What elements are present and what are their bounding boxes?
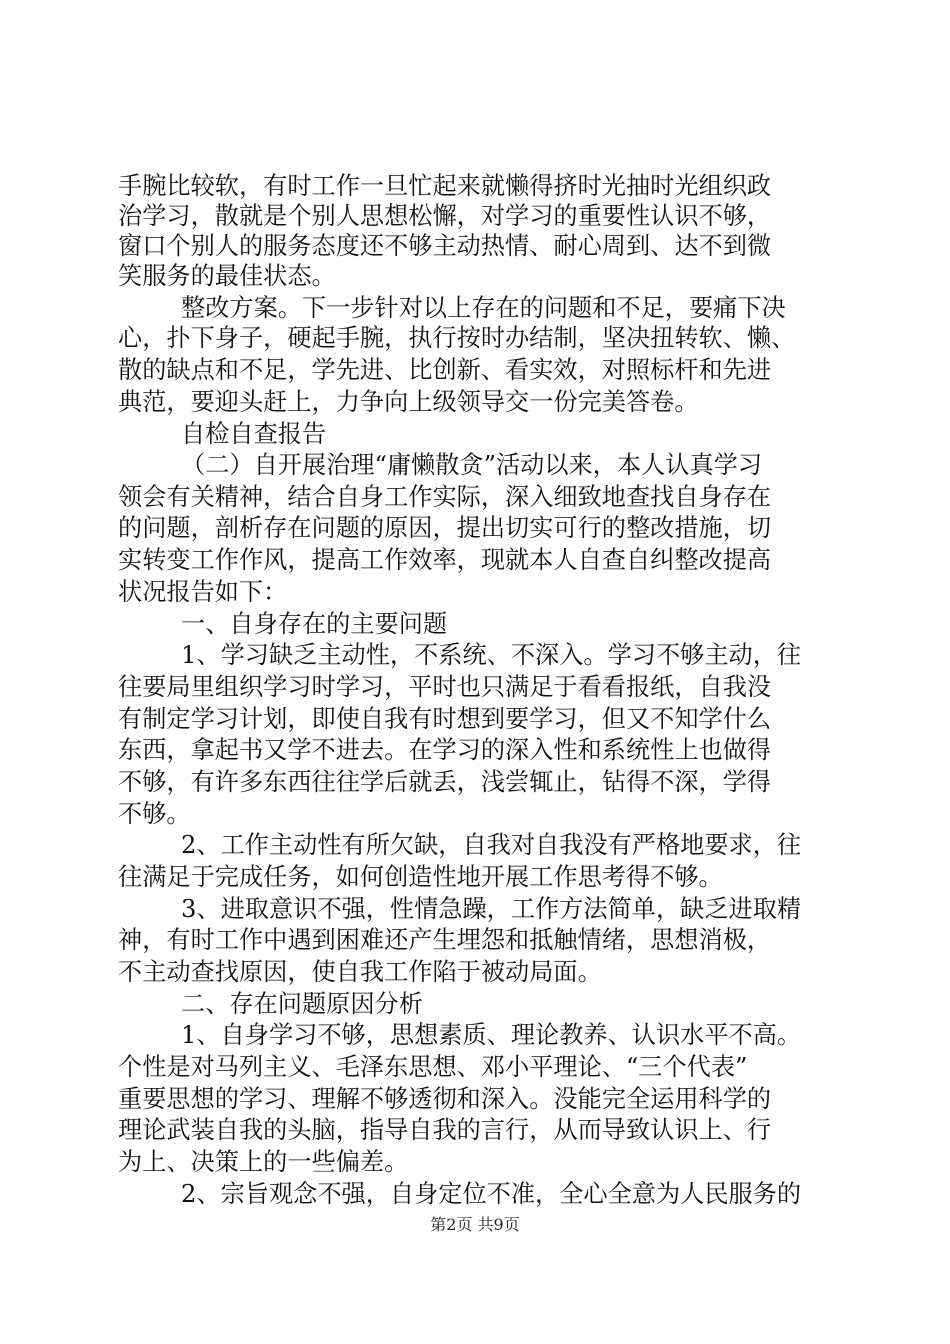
text-line: 笑服务的最佳状态。 <box>118 262 336 290</box>
text-line: 心，扑下身子，硬起手腕，执行按时办结制，坚决扭转软、懒、 <box>118 324 796 352</box>
text-line: 3、进取意识不强，性情急躁，工作方法简单，缺乏进取精 <box>181 895 802 923</box>
text-line: 有制定学习计划，即使自我有时想到要学习，但又不知学什么 <box>118 705 772 733</box>
text-line: 往要局里组织学习时学习，平时也只满足于看看报纸，自我没 <box>118 673 772 701</box>
text-line: 不够。 <box>118 800 191 828</box>
text-line: 典范，要迎头赶上，力争向上级领导交一份完美答卷。 <box>118 388 699 416</box>
text-line: 个性是对马列主义、毛泽东思想、邓小平理论、“三个代表” <box>118 1053 748 1081</box>
page-number-footer: 第2页 共9页 <box>430 1215 520 1234</box>
text-line: 不主动查找原因，使自我工作陷于被动局面。 <box>118 958 602 986</box>
section-heading: 二、存在问题原因分析 <box>181 990 423 1018</box>
text-line: 治学习，散就是个别人思想松懈，对学习的重要性认识不够， <box>118 202 772 230</box>
text-line: 神，有时工作中遇到困难还产生埋怨和抵触情绪，思想消极， <box>118 926 772 954</box>
text-line: 手腕比较软，有时工作一旦忙起来就懒得挤时光抽时光组织政 <box>118 172 772 200</box>
text-line: 2、宗旨观念不强，自身定位不准，全心全意为人民服务的 <box>181 1180 802 1208</box>
text-line: 1、学习缺乏主动性，不系统、不深入。学习不够主动，往 <box>181 641 802 669</box>
text-line: 状况报告如下： <box>118 578 288 606</box>
text-line: 东西，拿起书又学不进去。在学习的深入性和系统性上也做得 <box>118 736 772 764</box>
text-line: 不够，有许多东西往往学后就丢，浅尝辄止，钻得不深，学得 <box>118 768 772 796</box>
text-line: 往满足于完成任务，如何创造性地开展工作思考得不够。 <box>118 863 723 891</box>
section-heading: 一、自身存在的主要问题 <box>181 610 448 638</box>
text-line: 的问题，剖析存在问题的原因，提出切实可行的整改措施，切 <box>118 514 772 542</box>
section-heading: 自检自查报告 <box>181 420 327 448</box>
text-line: 2、工作主动性有所欠缺，自我对自我没有严格地要求，往 <box>181 831 802 859</box>
text-line: 窗口个别人的服务态度还不够主动热情、耐心周到、达不到微 <box>118 232 772 260</box>
text-line: 领会有关精神，结合自身工作实际，深入细致地查找自身存在 <box>118 483 772 511</box>
text-line: 散的缺点和不足，学先进、比创新、看实效，对照标杆和先进 <box>118 356 772 384</box>
text-line: （二）自开展治理“庸懒散贪”活动以来，本人认真学习 <box>181 451 763 479</box>
text-line: 实转变工作作风，提高工作效率，现就本人自查自纠整改提高 <box>118 546 772 574</box>
text-line: 1、自身学习不够，思想素质、理论教养、认识水平不高。 <box>181 1021 802 1049</box>
text-line: 整改方案。下一步针对以上存在的问题和不足，要痛下决 <box>181 294 786 322</box>
text-line: 重要思想的学习、理解不够透彻和深入。没能完全运用科学的 <box>118 1085 772 1113</box>
text-line: 为上、决策上的一些偏差。 <box>118 1148 409 1176</box>
text-line: 理论武装自我的头脑，指导自我的言行，从而导致认识上、行 <box>118 1116 772 1144</box>
